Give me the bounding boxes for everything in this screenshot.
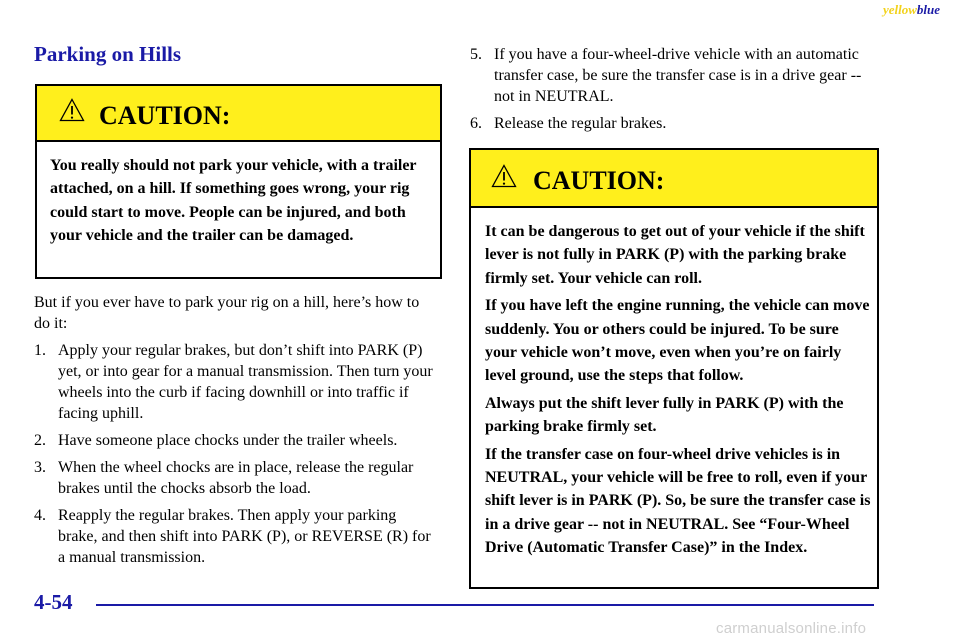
list-item [470,113,880,134]
step-text: Have someone place chocks under the trailer wheels. [58,432,398,449]
step-number: 1. [34,342,46,359]
caution-paragraph: If you have left the engine running, the vehicle can move suddenly. You or others could be injured. To be sure your vehicle won’t move, even when you’re on fairly level ground, use the steps that follow. [485,297,870,385]
caution-heading: CAUTION: [533,166,665,195]
caution-paragraph: It can be dangerous to get out of your vehicle if the shift lever is not fully in PARK (P) with the parking brake firmly set. Your vehicle can roll. [485,223,865,287]
right-column [470,44,880,140]
watermark: carmanualsonline.info [716,620,867,637]
list-item [470,44,880,107]
steps-list [34,340,439,568]
steps-list [470,44,880,134]
step-number: 2. [34,432,46,449]
step-text: Reapply the regular brakes. Then apply your parking brake, and then shift into PARK (P), or REVERSE (R) for a manual transmission. [58,507,431,566]
intro-paragraph: But if you ever have to park your rig on a hill, here’s how to do it: [34,294,420,332]
step-number: 6. [470,115,482,132]
list-item [34,430,439,451]
list-item [34,505,439,568]
step-text: If you have a four-wheel-drive vehicle with an automatic transfer case, be sure the transfer case is in a drive gear -- not in NEUTRAL. [494,46,862,105]
caution-header [471,150,877,208]
caution-box-leaving-vehicle [469,148,879,589]
step-text: When the wheel chocks are in place, release the regular brakes until the chocks absorb the load. [58,459,414,497]
step-number: 3. [34,459,46,476]
list-item [34,340,439,424]
page-number: 4-54 [34,590,73,614]
caution-heading: CAUTION: [99,101,231,130]
caution-body [37,142,435,248]
step-number: 4. [34,507,46,524]
caution-paragraph: Always put the shift lever fully in PARK (P) with the parking brake firmly set. [485,394,844,436]
caution-box-trailer-hill [35,84,442,279]
caution-paragraph: You really should not park your vehicle, with a trailer attached, on a hill. If something goes wrong, your rig could start to move. People can be injured, and both your vehicle and the trailer can be damaged. [50,157,417,245]
color-tag-blue: blue [916,2,940,17]
color-tag-yellow: yellow [882,2,917,17]
warning-triangle-icon [59,98,85,122]
color-tag [883,2,940,18]
step-text: Release the regular brakes. [494,115,667,132]
caution-body [471,208,873,560]
warning-triangle-icon [491,164,517,188]
caution-paragraph: If the transfer case on four-wheel drive vehicles is in NEUTRAL, your vehicle will be free to roll, even if your shift lever is in PARK (P). So, be sure the transfer case is in a drive gear -- not in NEUTRAL. See “Four-Wheel Drive (Automatic Transfer Case)” in the Index. [485,445,871,557]
list-item [34,457,439,499]
step-text: Apply your regular brakes, but don’t shift into PARK (P) yet, or into gear for a manual transmission. Then turn your wheels into the curb if facing downhill or into traffic if facing uphill. [58,342,433,422]
footer-rule [96,604,874,606]
page-title: Parking on Hills [34,42,182,66]
left-column [34,292,439,574]
caution-header [37,86,440,142]
step-number: 5. [470,46,482,63]
